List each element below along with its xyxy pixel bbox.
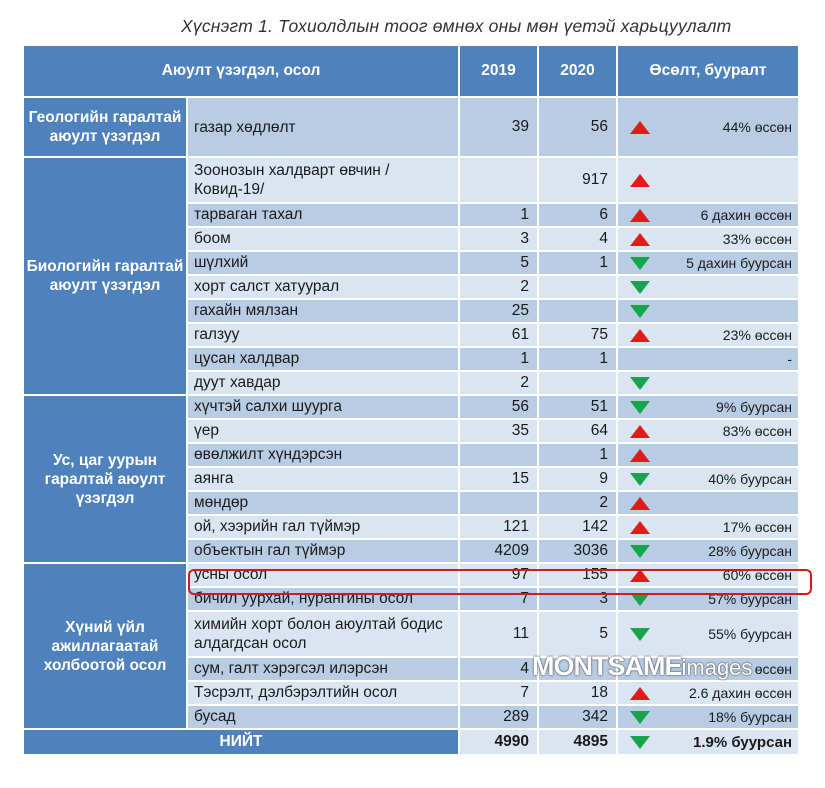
row-change bbox=[618, 468, 800, 492]
row-v2019 bbox=[460, 492, 539, 516]
triangle-down-icon bbox=[630, 736, 650, 749]
row-name: Тэсрэлт, дэлбэрэлтийн осол bbox=[188, 682, 460, 706]
row-name: үер bbox=[188, 420, 460, 444]
triangle-up-icon bbox=[630, 121, 650, 134]
row-name: усны осол bbox=[188, 564, 460, 588]
header-row bbox=[24, 46, 800, 98]
row-change bbox=[618, 348, 800, 372]
row-name: ой, хээрийн гал түймэр bbox=[188, 516, 460, 540]
row-v2019: 39 bbox=[460, 98, 539, 158]
change-text: 17% өссөн bbox=[722, 519, 793, 535]
header-2020: 2020 bbox=[539, 46, 618, 98]
row-v2020: 2 bbox=[539, 492, 618, 516]
row-v2019: 289 bbox=[460, 706, 539, 730]
row-name: боом bbox=[188, 228, 460, 252]
row-v2020: 142 bbox=[539, 516, 618, 540]
row-change bbox=[618, 324, 800, 348]
row-name: өвөлжилт хүндэрсэн bbox=[188, 444, 460, 468]
row-v2020: 6 bbox=[539, 204, 618, 228]
table-row bbox=[24, 396, 800, 420]
total-change bbox=[618, 730, 800, 756]
row-v2019: 35 bbox=[460, 420, 539, 444]
triangle-up-icon bbox=[630, 449, 650, 462]
triangle-up-icon bbox=[630, 425, 650, 438]
triangle-up-icon bbox=[630, 497, 650, 510]
row-name: галзуу bbox=[188, 324, 460, 348]
watermark-brand: MONTSAME bbox=[532, 651, 682, 681]
row-name: мөндөр bbox=[188, 492, 460, 516]
row-name: бусад bbox=[188, 706, 460, 730]
row-v2019: 15 bbox=[460, 468, 539, 492]
row-v2020: 56 bbox=[539, 98, 618, 158]
row-v2020: 1 bbox=[539, 444, 618, 468]
change-text: 57% буурсан bbox=[708, 591, 793, 607]
triangle-down-icon bbox=[630, 545, 650, 558]
header-change: Өсөлт, бууралт bbox=[618, 46, 800, 98]
row-change bbox=[618, 228, 800, 252]
category-human: Хүний үйл ажиллагаатай холбоотой осол bbox=[24, 564, 188, 730]
triangle-down-icon bbox=[630, 711, 650, 724]
row-name: аянга bbox=[188, 468, 460, 492]
triangle-down-icon bbox=[630, 305, 650, 318]
row-change bbox=[618, 706, 800, 730]
change-text: 23% өссөн bbox=[722, 327, 793, 343]
change-text: 28% буурсан bbox=[708, 543, 793, 559]
row-change bbox=[618, 682, 800, 706]
watermark bbox=[532, 651, 752, 682]
change-text: өссөн bbox=[754, 661, 793, 677]
row-v2019: 2 bbox=[460, 276, 539, 300]
category-geo: Геологийн гаралтай аюулт үзэгдэл bbox=[24, 98, 188, 158]
triangle-up-icon bbox=[630, 687, 650, 700]
row-v2019: 3 bbox=[460, 228, 539, 252]
total-change-text: 1.9% буурсан bbox=[693, 733, 793, 751]
triangle-up-icon bbox=[630, 174, 650, 187]
row-v2019: 121 bbox=[460, 516, 539, 540]
triangle-down-icon bbox=[630, 257, 650, 270]
triangle-down-icon bbox=[630, 473, 650, 486]
row-v2020: 51 bbox=[539, 396, 618, 420]
change-text: 18% буурсан bbox=[708, 709, 793, 725]
row-v2020: 75 bbox=[539, 324, 618, 348]
row-change bbox=[618, 540, 800, 564]
row-change bbox=[618, 444, 800, 468]
row-name: химийн хорт болон аюултай бодис алдагдсан осол bbox=[188, 612, 460, 658]
row-v2019: 2 bbox=[460, 372, 539, 396]
row-v2020 bbox=[539, 372, 618, 396]
triangle-up-icon bbox=[630, 521, 650, 534]
change-text: 6 дахин өссөн bbox=[700, 207, 793, 223]
row-v2020: 9 bbox=[539, 468, 618, 492]
row-v2020: 64 bbox=[539, 420, 618, 444]
row-v2019: 5 bbox=[460, 252, 539, 276]
row-name: хүчтэй салхи шуурга bbox=[188, 396, 460, 420]
watermark-suffix: images bbox=[681, 655, 753, 680]
row-v2020: 342 bbox=[539, 706, 618, 730]
change-text: - bbox=[787, 351, 793, 367]
row-v2020: 917 bbox=[539, 158, 618, 204]
category-bio: Биологийн гаралтай аюулт үзэгдэл bbox=[24, 158, 188, 396]
row-name: дуут хавдар bbox=[188, 372, 460, 396]
row-v2020: 5 bbox=[539, 612, 618, 658]
row-v2020: 1 bbox=[539, 348, 618, 372]
row-v2019: 1 bbox=[460, 204, 539, 228]
table-row bbox=[24, 98, 800, 158]
change-text: 44% өссөн bbox=[722, 119, 793, 135]
total-label: НИЙТ bbox=[24, 730, 460, 756]
change-text: 60% өссөн bbox=[722, 567, 793, 583]
row-name: сум, галт хэрэгсэл илэрсэн bbox=[188, 658, 460, 682]
table-title: Хүснэгт 1. Тохиолдлын тоог өмнөх оны мөн үетэй харьцуулалт bbox=[181, 16, 732, 36]
triangle-down-icon bbox=[630, 401, 650, 414]
row-v2020: 18 bbox=[539, 682, 618, 706]
triangle-down-icon bbox=[630, 377, 650, 390]
total-row bbox=[24, 730, 800, 756]
row-v2019 bbox=[460, 444, 539, 468]
row-v2019: 1 bbox=[460, 348, 539, 372]
row-v2020: 1 bbox=[539, 252, 618, 276]
change-text: 33% өссөн bbox=[722, 231, 793, 247]
row-change bbox=[618, 300, 800, 324]
triangle-down-icon bbox=[630, 628, 650, 641]
row-change bbox=[618, 204, 800, 228]
row-change bbox=[618, 396, 800, 420]
row-name: газар хөдлөлт bbox=[188, 98, 460, 158]
row-v2019: 7 bbox=[460, 588, 539, 612]
row-v2019: 11 bbox=[460, 612, 539, 658]
triangle-up-icon bbox=[630, 329, 650, 342]
row-v2019: 61 bbox=[460, 324, 539, 348]
table-row bbox=[24, 158, 800, 204]
change-text: 2.6 дахин өссөн bbox=[688, 685, 793, 701]
row-name: тарваган тахал bbox=[188, 204, 460, 228]
row-v2019: 7 bbox=[460, 682, 539, 706]
row-change bbox=[618, 516, 800, 540]
row-v2020 bbox=[539, 300, 618, 324]
row-change bbox=[618, 98, 800, 158]
change-text: 40% буурсан bbox=[708, 471, 793, 487]
change-text: 83% өссөн bbox=[722, 423, 793, 439]
row-v2020: 3 bbox=[539, 588, 618, 612]
total-v2019: 4990 bbox=[460, 730, 539, 756]
row-v2020 bbox=[539, 276, 618, 300]
header-2019: 2019 bbox=[460, 46, 539, 98]
triangle-up-icon bbox=[630, 233, 650, 246]
header-hazard: Аюулт үзэгдэл, осол bbox=[24, 46, 460, 98]
row-name: гахайн мялзан bbox=[188, 300, 460, 324]
row-name: Зоонозын халдварт өвчин /Ковид-19/ bbox=[188, 158, 460, 204]
change-text: 9% буурсан bbox=[716, 399, 793, 415]
row-v2020: 4 bbox=[539, 228, 618, 252]
row-v2020: 155 bbox=[539, 564, 618, 588]
row-v2019: 56 bbox=[460, 396, 539, 420]
row-change bbox=[618, 276, 800, 300]
row-change bbox=[618, 420, 800, 444]
change-text: 5 дахин буурсан bbox=[686, 255, 793, 271]
change-text: 55% буурсан bbox=[708, 626, 793, 642]
row-v2019: 25 bbox=[460, 300, 539, 324]
row-name: хорт салст хатуурал bbox=[188, 276, 460, 300]
row-name: бичил уурхай, нурангины осол bbox=[188, 588, 460, 612]
row-v2019: 97 bbox=[460, 564, 539, 588]
row-change bbox=[618, 372, 800, 396]
row-v2019: 4 bbox=[460, 658, 539, 682]
row-name: шүлхий bbox=[188, 252, 460, 276]
row-v2019 bbox=[460, 158, 539, 204]
incident-comparison-table bbox=[24, 46, 800, 756]
total-v2020: 4895 bbox=[539, 730, 618, 756]
row-change bbox=[618, 252, 800, 276]
row-name: объектын гал түймэр bbox=[188, 540, 460, 564]
category-hydro: Ус, цаг уурын гаралтай аюулт үзэгдэл bbox=[24, 396, 188, 564]
highlight-box bbox=[188, 569, 812, 595]
row-name: цусан халдвар bbox=[188, 348, 460, 372]
triangle-down-icon bbox=[630, 281, 650, 294]
row-v2019: 4209 bbox=[460, 540, 539, 564]
row-change bbox=[618, 158, 800, 204]
row-v2020: 3036 bbox=[539, 540, 618, 564]
row-change bbox=[618, 492, 800, 516]
triangle-up-icon bbox=[630, 209, 650, 222]
